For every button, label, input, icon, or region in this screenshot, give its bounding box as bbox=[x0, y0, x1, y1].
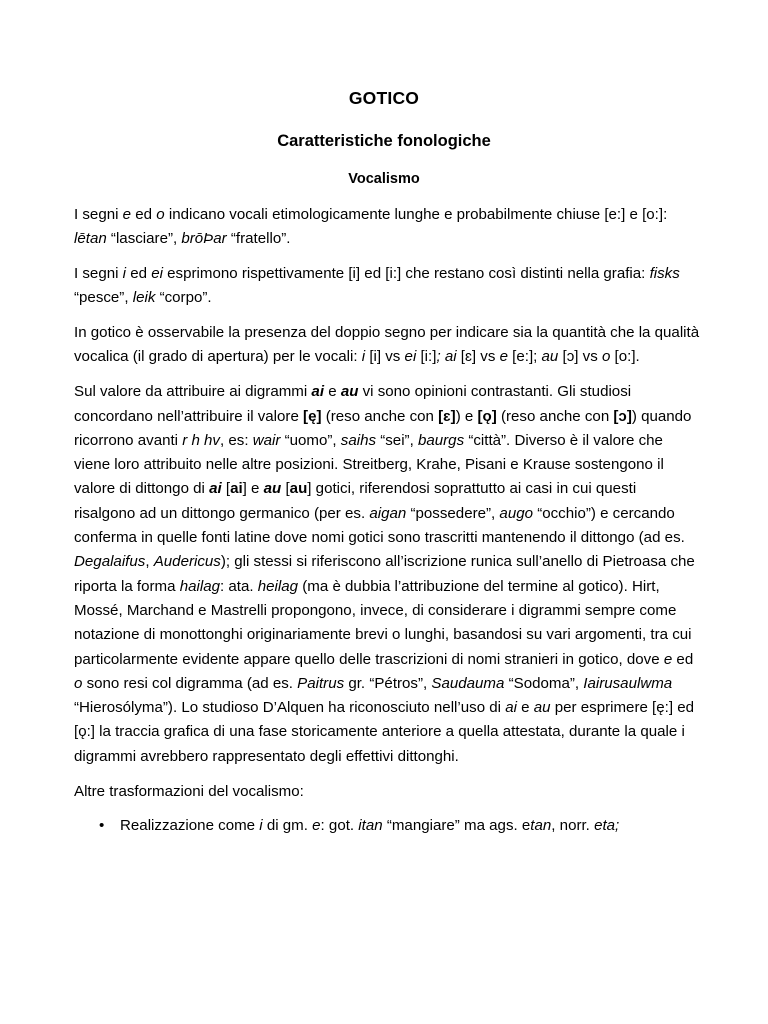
section-heading: Vocalismo bbox=[348, 171, 420, 187]
paragraph-1: I segni e ed o indicano vocali etimologicamente lunghe e probabilmente chiuse [e:] e [o:]: lētan “lasciare”, brōÞar “fratello”. bbox=[74, 206, 668, 248]
paragraph-4: Sul valore da attribuire ai digrammi ai e au vi sono opinioni contrastanti. Gli studiosi concordano nell’attribuire il valore [ę] (reso anche con [ɛ]) e [ǫ] (reso anche con [ɔ]) quando ricorrono avanti r h hv, es: wair “uomo”, saihs “sei”, baurgs “città”. Diverso è il valore che viene loro attribuito nelle altre posizioni. Streitberg, Krahe, Pisani e Krause sostengono il valore di dittongo di ai [ai] e au [au] gotici, riferendosi soprattutto ai casi in cui questi risalgono ad un dittongo germanico (per es. aigan “possedere”, augo “occhio”) e cercando conferma in quelle fonti latine dove nomi gotici sono trascritti mantenendo il dittongo (ad es. Degalaifus, Audericus); gli stessi si riferiscono all’iscrizione runica sull’anello di Pietroasa che riporta la forma hailag: ata. heilag (ma è dubbia l’attribuzione del termine al gotico). Hirt, Mossé, Marchand e Mastrelli propongono, invece, di considerare i digrammi sempre come notazione di monottonghi originariamente brevi o lunghi, basandosi su vari argomenti, tra cui particolarmente evidente appare quello delle trascrizioni di nomi stranieri in gotico, dove e ed o sono resi col digramma (ad es. Paitrus gr. “Pétros”, Saudauma “Sodoma”, Iairusaulwma “Hierosólyma”). Lo studioso D’Alquen ha riconosciuto nell’uso di ai e au per esprimere [ę:] ed [ǫ:] la traccia grafica di una fase storicamente anteriore a quella attestata, durante la quale i digrammi avrebbero rappresentato degli effettivi dittonghi. bbox=[74, 383, 695, 765]
document-title: GOTICO bbox=[348, 88, 420, 108]
document-body bbox=[74, 203, 700, 839]
document-subtitle: Caratteristiche fonologiche bbox=[277, 132, 491, 150]
paragraph-2: I segni i ed ei esprimono rispettivamente [i] ed [i:] che restano così distinti nella grafia: fisks “pesce”, leik “corpo”. bbox=[74, 265, 680, 307]
transformations-list bbox=[74, 814, 700, 838]
paragraph-3: In gotico è osservabile la presenza del doppio segno per indicare sia la quantità che la qualità vocalica (il grado di apertura) per le vocali: i [i] vs ei [i:]; ai [ɛ] vs e [e:]; au [ɔ] vs o [o:]. bbox=[74, 324, 700, 366]
paragraph-5: Altre trasformazioni del vocalismo: bbox=[74, 782, 304, 800]
list-item: • Realizzazione come i di gm. e: got. itan “mangiare” ma ags. etan, norr. eta; bbox=[74, 814, 700, 838]
bullet-icon: • bbox=[99, 817, 105, 835]
